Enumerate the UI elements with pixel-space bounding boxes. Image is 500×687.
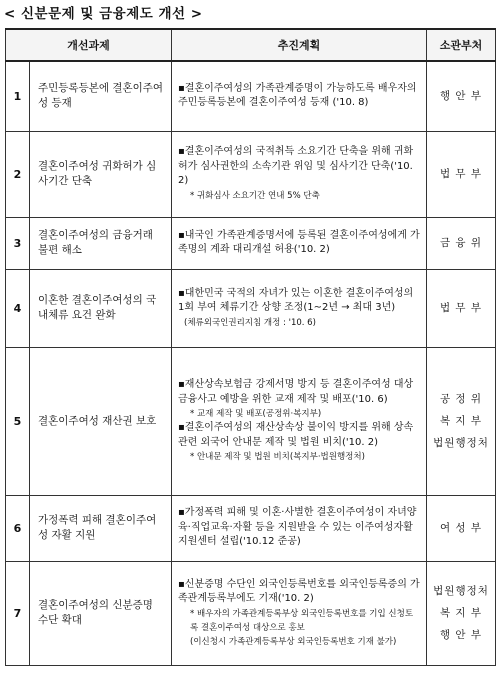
dept-name: 법 무 부: [439, 168, 483, 180]
plan-text: ▪결혼이주여성의 국적취득 소요기간 단축을 위해 귀화허가 심사권한의 소속기관 위임 및 심사기간 단축('10. 2): [178, 146, 414, 187]
plan-text: ▪대한민국 국적의 자녀가 있는 이혼한 결혼이주여성의 1회 부여 체류기간 상향 조정(1∼2년 → 최대 3년): [178, 287, 414, 313]
dept-cell: [427, 217, 496, 269]
plan-cell: [172, 561, 427, 665]
table-row: [6, 217, 496, 269]
table-row: [6, 495, 496, 561]
row-number: 3: [6, 217, 30, 269]
row-number: 2: [6, 131, 30, 217]
dept-cell: [427, 347, 496, 495]
plan-text: ▪결혼이주여성의 재산상속상 불이익 방지를 위해 상속 관련 외국어 안내문 제작 및 법원 비치('10. 2): [178, 422, 414, 448]
table-row: [6, 347, 496, 495]
dept-name: 행 안 부: [439, 90, 483, 103]
plan-note: (체류외국인권리지침 개정 : '10. 6): [184, 317, 316, 328]
dept-cell: [427, 61, 496, 131]
header-task: 개선과제: [6, 29, 172, 61]
dept-name: 법원행정처: [433, 437, 489, 449]
page-title: < 신분문제 및 금융제도 개선 >: [4, 6, 203, 22]
plan-cell: [172, 495, 427, 561]
row-number: 1: [6, 61, 30, 131]
policy-table: [5, 28, 496, 666]
dept-name: 복 지 부: [439, 607, 483, 619]
plan-cell: [172, 61, 427, 131]
dept-cell: [427, 495, 496, 561]
plan-text: ▪신분증명 수단인 외국인등록번호를 외국인등록증의 가족관계등록부에도 기재('10. 2): [178, 578, 420, 604]
dept-cell: [427, 269, 496, 347]
task-cell: 결혼이주여성 재산권 보호: [30, 347, 172, 495]
table-header-row: [6, 29, 496, 61]
header-plan: 추진계획: [172, 29, 427, 61]
row-number: 7: [6, 561, 30, 665]
task-cell: 가정폭력 피해 결혼이주여성 자활 지원: [30, 495, 172, 561]
task-cell: 결혼이주여성의 신분증명 수단 확대: [30, 561, 172, 665]
dept-name: 행 안 부: [439, 629, 483, 641]
plan-text: ▪가정폭력 피해 및 이혼·사별한 결혼이주여성이 자녀양육·직업교육·자활 등을 지원받을 수 있는 이주여성자활지원센터 설립('10.12 준공): [178, 507, 417, 548]
plan-note: * 배우자의 가족관계등록부상 외국인등록번호를 기입 신청토록 결혼이주여성 대상으로 홍보: [190, 608, 414, 633]
row-number: 4: [6, 269, 30, 347]
plan-note: * 안내문 제작 및 법원 비치(복지부·법원행정처): [190, 452, 365, 462]
dept-name: 복 지 부: [439, 415, 483, 427]
plan-cell: [172, 217, 427, 269]
row-number: 5: [6, 347, 30, 495]
dept-name: 법원행정처: [433, 585, 489, 597]
plan-text: ▪결혼이주여성의 가족관계증명이 가능하도록 배우자의 주민등록등본에 결혼이주여성 등재 ('10. 8): [178, 82, 417, 109]
dept-name: 법 무 부: [439, 302, 483, 314]
table-row: [6, 561, 496, 665]
plan-note: * 교재 제작 및 배포(공정위·복지부): [190, 409, 322, 419]
dept-cell: [427, 131, 496, 217]
plan-note: (이신청시 가족관계등록부상 외국인등록번호 기재 불가): [190, 636, 397, 647]
row-number: 6: [6, 495, 30, 561]
dept-cell: [427, 561, 496, 665]
plan-text: ▪내국인 가족관계증명서에 등록된 결혼이주여성에게 가족명의 계좌 대리개설 허용('10. 2): [178, 229, 420, 255]
dept-name: 여 성 부: [439, 522, 483, 534]
plan-cell: [172, 269, 427, 347]
table-row: [6, 131, 496, 217]
header-dept: 소관부처: [427, 29, 496, 61]
dept-name: 금 융 위: [439, 237, 483, 249]
plan-cell: [172, 347, 427, 495]
task-cell: 결혼이주여성 귀화허가 심사기간 단축: [30, 131, 172, 217]
table-row: [6, 269, 496, 347]
plan-note: * 귀화심사 소요기간 연내 5% 단축: [190, 190, 320, 201]
dept-name: 공 정 위: [439, 393, 483, 405]
plan-cell: [172, 131, 427, 217]
task-cell: 이혼한 결혼이주여성의 국내체류 요건 완화: [30, 269, 172, 347]
table-row: [6, 61, 496, 131]
task-cell: 주민등록등본에 결혼이주여성 등재: [30, 61, 172, 131]
plan-text: ▪재산상속보험금 강제서명 방지 등 결혼이주여성 대상 금융사고 예방을 위한 교재 제작 및 배포('10. 6): [178, 379, 414, 405]
task-cell: 결혼이주여성의 금융거래 불편 해소: [30, 217, 172, 269]
